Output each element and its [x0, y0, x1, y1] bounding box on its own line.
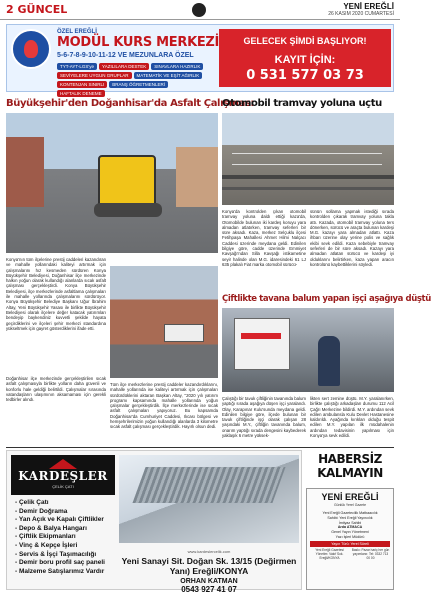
service-item: - Demir Doğrama [15, 507, 68, 515]
article-right2-text: Çalıştığı bir tavuk çiftliğinin tavanında balum yaptığı sırada aşağıya düşen işçi yaralandı. Olay, Karapınar Kulu'sunda meydana geldi. Edinilen bilgiye göre, ilçede bulunan bir tavuk çiftliğinde işçi olarak çalışan 28 yaşındaki M.Y., çiftliğin tavanında balum, onarım yaptığı sırada dengesini kaybederek yaklaşık 6 metre yüksek- [222, 396, 306, 439]
imprint-box [306, 488, 394, 590]
article-right-text: sünün sollama yapmak istediği sırada kontrolden çıkarak tramvay yoluna takla attı. Kazada, otomobil tramvay yoluna ters dönerken, sürücü ve araçta bulunan kardeşi M.G. kazayı yara almadan atlattı. Kaza ihbarı üzerine olay yerine polis ve sağlık ekibi sevk edildi. Kaza sebebiyle tramvay seferleri de bir süre aksadı. Kazayı yara almadan atlatan sürücü ve kardeşi iyi olduklarını belirtirken, kaza yapan aracın kontrolünü kaybettiklerini söyledi. [310, 209, 394, 267]
ad-tag: SEVİYELERE UYGUN GRUPLAR [57, 72, 132, 79]
ad-tag: YAZILILARA DESTEK [99, 63, 149, 70]
article-left-text: Tüm ilçe merkezlerine prestij caddeler kazandırdıklarını, mahalle yollarında ise kaliteyi artırmak için çalışmaları sürdürdüklerini aktaran Başkan Altay, "2020 yılı yatırım programı kapsamında mahalle yollarında yoğun çalışmalar gerçekleştirdik. İlçe merkezlerinde ise sıcak asfalt çalışmaları yapıyoruz. Bu kapsamda Doğanhisar'da Cumhuriyet Caddesi, Ilıcası bölgesi ve hemşehrilerimizin yoğun kullandığı alanlarda 3 kilometre sıcak asfalt çalışması gerçekleştirdik. Hayırlı olsun dedi. [110, 382, 218, 430]
article-right-text: Konya'da kontrolden çıkan otomobil tramvay yoluna daldı ettiği kaza'da, Otomobilde bulunan iki kardeş koruyu yara almadan atlatırken, tramvay seferleri bir süre aksadı. Kaza, merkez Selçuklu ilçesi Fetihpaşa Mahallesi Ahmet Hilmi Nalçacı Caddesi üzerinde meydana geldi. Edinilen bilgiye göre, cadde üzerinde Emmiyet Kavşağı'ndan Silla Kavşağı istikametine seyir halinde olan M.G. idaresindeki 61 LJ 635 plakalı Fiat marka otomobil sürücü- [222, 209, 306, 267]
ad-tags [57, 63, 207, 97]
barn-roof-shape [132, 467, 285, 503]
ambulance-photo [222, 308, 394, 392]
ad-tag: SINAVLARA HAZIRLIK [151, 63, 203, 70]
service-item: - Yan Açık ve Kapalı Çiftlikler [15, 516, 104, 524]
course-advertisement[interactable] [6, 24, 394, 96]
ambulance-shape [234, 318, 290, 370]
issue-date: 26 KASIM 2020 CUMARTESİ [328, 11, 394, 17]
roof-icon [49, 457, 77, 469]
service-item: - Malzeme Satışlarımız Vardır [15, 567, 105, 575]
imprint-row: Arda ATMACA [337, 525, 363, 530]
ad-cta: GELECEK ŞİMDİ BAŞLIYOR! [243, 36, 367, 46]
rail-shape [222, 175, 394, 179]
service-item: - Çelik Çatı [15, 499, 49, 506]
ad-tag: KONTENJAN SINIRLI [57, 81, 107, 88]
ad-ozel-label: ÖZEL EREĞLİ [57, 29, 97, 35]
imprint-row: Yazı İşleri Müdürü [335, 534, 365, 539]
rail-shape [222, 187, 394, 190]
article-right2-headline[interactable]: Çiftlikte tavana balum yapan işçi aşağıya düştü [222, 294, 431, 304]
ad-tag: TYT-AYT-LGS'ye [57, 63, 97, 70]
vehicle-shape [164, 324, 204, 342]
service-item: - Servis & İşçi Taşımacılığı [15, 550, 97, 558]
article-left-headline[interactable]: Büyükşehir'den Doğanhisar'da Asfalt Çalışması [6, 98, 254, 109]
road-roller-shape [98, 155, 156, 211]
fence-shape [232, 153, 382, 165]
ad-title: MODÜL KURS MERKEZİ [57, 35, 220, 50]
imprint-col: Yeni Ereğli Gazetesi Yönetim: Vakıf Sok. Ereğli/KONYA [315, 547, 344, 560]
tram-accident-photo [222, 113, 394, 205]
services-list [15, 499, 105, 576]
imprint-row: Yeni Ereğli Gazetecilik Matbaacılık [322, 511, 378, 515]
article-left-text: Konya'nın tüm ilçelerine prestij caddeleri kazandıran ve mahalle yollarındaki kaliteyi artırmak için çalışmalarını hız kesmeden sürdüren Konya Büyükşehir Belediyesi, Doğanhisar ilçe merkezinde halkın yoğun olarak kullandığı alanlarda sıcak asfalt çalışması gerçekleştirdi. Konya Büyükşehir Belediyesi, ilçe merkezlerinde asfaltlama çalışmaları ile mahalle yollarında çalışmalarını sürdürüyor. Konya Büyükşehir Belediye Başkanı Uğur İbrahim Altay, Yeni Büyükşehir Yasası ile birlikte Büyükşehir Belediyesi olarak ilçelere değer katacak yatırımları bendeyip baykendiniz kuvvetli şekilde hayata geçirdiklerini ve ilçeleri şehir merkezi standardına yükseltmek için gayret gösterdiklerini ifade etti. [6, 257, 106, 331]
kardesler-advertisement[interactable] [6, 450, 302, 594]
imprint-red-bar: Yayın Türü: Yerel Süreli [310, 541, 390, 547]
imprint-rows [310, 511, 390, 560]
course-logo-icon [11, 29, 51, 69]
ad-grades: 5-6-7-8-9-10-11-12 VE MEZUNLARA ÖZEL [57, 52, 194, 59]
ad-tag: MATEMATİK VE EŞİT AĞIRLIK [134, 72, 203, 79]
service-item: - Depo & Balya Hangarı [15, 524, 87, 532]
brand-name: KARDEŞLER [18, 469, 108, 483]
ad-contact [119, 549, 299, 594]
paper-logo-icon [192, 3, 206, 17]
section-divider [6, 447, 394, 448]
kardesler-logo [11, 455, 115, 495]
imprint-col: Baskı: Pazar hariç her gün yayımlanır. Tel: 0332 713 00 00 [351, 547, 390, 560]
building-shape [176, 147, 218, 207]
paper-masthead [328, 2, 394, 17]
habersiz-kalmayin [306, 452, 394, 480]
service-item: - Vinç & Kepçe İşleri [15, 541, 78, 549]
ad-tag: HAFTALIK DENEME [57, 90, 105, 97]
asphalt-photo [6, 113, 218, 253]
slogan-line: HABERSİZ [318, 452, 382, 466]
brand-sub: ÇELİK ÇATI [52, 484, 74, 489]
service-item: - Çiftlik Ekipmanları [15, 533, 76, 541]
imprint-columns [310, 548, 390, 560]
article-right-headline[interactable]: Otomobil tramvay yoluna uçtu [222, 98, 382, 109]
ad-phone[interactable]: 0543 927 41 07 [181, 585, 237, 594]
ad-tag: BRANŞ ÖĞRETMENLERİ [109, 81, 168, 88]
service-item: - Demir boru profil saç paneli [15, 559, 105, 567]
street-photo [110, 266, 218, 378]
person-shape [318, 336, 340, 386]
imprint-row: Genel Yayın Yönetmeni [331, 530, 369, 535]
ad-register-label: KAYIT İÇİN: [274, 54, 336, 66]
ad-website[interactable]: www.kardeslercelik.com [187, 549, 231, 554]
paper-name: YENİ EREĞLİ [343, 2, 394, 11]
steel-barn-photo [119, 455, 299, 543]
ad-phone[interactable]: 0 531 577 03 73 [246, 68, 364, 83]
ad-address: Yeni Sanayi Sit. Doğan Sk. 13/15 (Değirmen Yanı) Ereğli/KONYA [121, 556, 297, 576]
imprint-row: İmtiyaz Sahibi [338, 520, 362, 525]
ad-callout [219, 29, 391, 87]
slogan-line: KALMAYIN [317, 466, 383, 480]
imprint-title: YENİ EREĞLİ [321, 492, 379, 502]
imprint-subtitle: Günlük Yerel Gazete [333, 503, 367, 507]
ad-owner: ORHAN KATMAN [180, 578, 238, 585]
article-right2-text: likten sert zemine düştü. M.Y. yaralanırken, birlikte çalıştığı arkadaşları durumu 112 Acil Çağrı Merkezine bildirdi. M.Y. ardından sevk edilen ambulansla Kulu Devlet Hastanesine kaldırıldı. Ayağında kırıkları olduğu tespit edilen M.Y. yapılan ilk müdahalenin ardından tedavisinin yapılması için Konya'ya sevk edildi. [310, 396, 394, 439]
imprint-row: Sahibi: Yeni Ereğli Yayıncılık [327, 515, 373, 520]
page-number: 2 GÜNCEL [6, 3, 68, 16]
building-shape [6, 137, 44, 207]
article-left-text: Doğanhisar ilçe merkezinde gerçekleştirilen sıcak asfalt çalışmasıyla birlikte yolların daha güvenli ve konforlu hale geldiği belirtildi. Çalışmalar sırasında vatandaşların ulaşımının aksamaması için gerekli tedbirler alındı. [6, 376, 106, 403]
